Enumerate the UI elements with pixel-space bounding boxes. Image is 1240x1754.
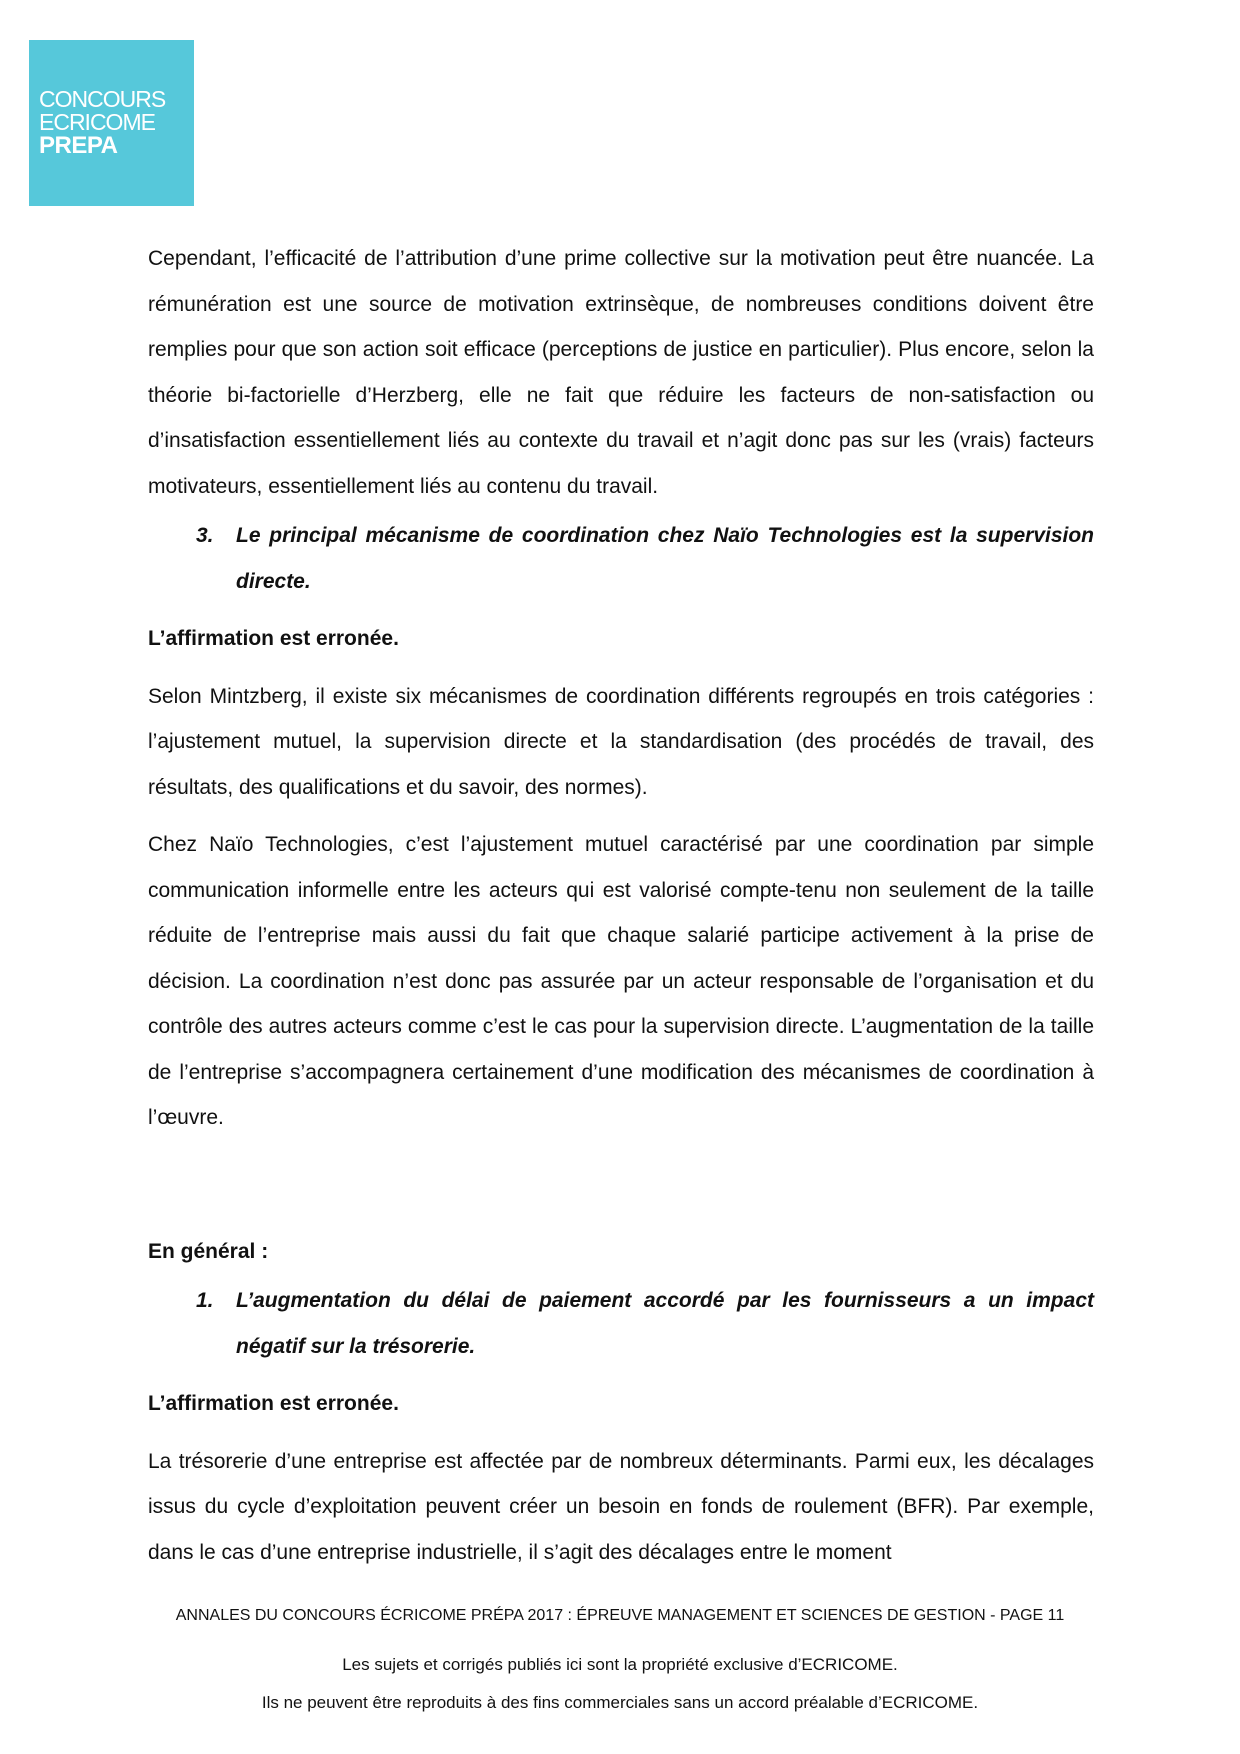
- section-heading-general: En général :: [148, 1239, 269, 1263]
- footer-copyright-line1: Les sujets et corrigés publiés ici sont la propriété exclusive d’ECRICOME.: [342, 1655, 898, 1674]
- page-content: [148, 236, 1094, 1575]
- paragraph-tresorerie: La trésorerie d’une entreprise est affectée par de nombreux déterminants. Parmi eux, les décalages issus du cycle d’exploitation peuvent créer un besoin en fonds de roulement (BFR). Par exemple, dans le cas d’une entreprise industrielle, il s’agit des décalages entre le moment: [148, 1449, 1094, 1564]
- paragraph-mintzberg: Selon Mintzberg, il existe six mécanismes de coordination différents regroupés en trois catégories : l’ajustement mutuel, la supervision directe et la standardisation (des procédés de travail, des résultats, des qualifications et du savoir, des normes).: [148, 684, 1094, 799]
- verdict-statement: L’affirmation est erronée.: [148, 627, 399, 650]
- question-number: 3.: [196, 524, 214, 547]
- question-number: 1.: [196, 1289, 214, 1312]
- logo-line-concours: CONCOURS: [39, 86, 166, 112]
- ecricome-logo: [29, 40, 194, 206]
- question-item-3: [148, 513, 1094, 604]
- question-text: Le principal mécanisme de coordination chez Naïo Technologies est la supervision directe.: [236, 524, 1094, 593]
- verdict-statement: L’affirmation est erronée.: [148, 1392, 399, 1415]
- logo-line-prepa: PREPA: [39, 132, 118, 159]
- paragraph-naio-coordination: Chez Naïo Technologies, c’est l’ajustement mutuel caractérisé par une coordination par simple communication informelle entre les acteurs qui est valorisé compte-tenu non seulement de la taille réduite de l’entreprise mais aussi du fait que chaque salarié participe activement à la prise de décision. La coordination n’est donc pas assurée par un acteur responsable de l’organisation et du contrôle des autres acteurs comme c’est le cas pour la supervision directe. L’augmentation de la taille de l’entreprise s’accompagnera certainement d’une modification des mécanismes de coordination à l’œuvre.: [148, 833, 1094, 1129]
- footer-title: ANNALES DU CONCOURS ÉCRICOME PRÉPA 2017 : ÉPREUVE MANAGEMENT ET SCIENCES DE GESTION - PAGE 11: [175, 1607, 1065, 1624]
- question-item-1: [148, 1278, 1094, 1369]
- footer-copyright-line2: Ils ne peuvent être reproduits à des fins commerciales sans un accord préalable d’ECRICOME.: [261, 1693, 979, 1712]
- question-text: L’augmentation du délai de paiement accordé par les fournisseurs a un impact négatif sur la trésorerie.: [236, 1289, 1094, 1358]
- paragraph-prime-collective: Cependant, l’efficacité de l’attribution d’une prime collective sur la motivation peut être nuancée. La rémunération est une source de motivation extrinsèque, de nombreuses conditions doivent être remplies pour que son action soit efficace (perceptions de justice en particulier). Plus encore, selon la théorie bi-factorielle d’Herzberg, elle ne fait que réduire les facteurs de non-satisfaction ou d’insatisfaction essentiellement liés au contexte du travail et n’agit donc pas sur les (vrais) facteurs motivateurs, essentiellement liés au contenu du travail.: [148, 247, 1094, 498]
- logo-line-ecricome: ECRICOME: [39, 109, 155, 135]
